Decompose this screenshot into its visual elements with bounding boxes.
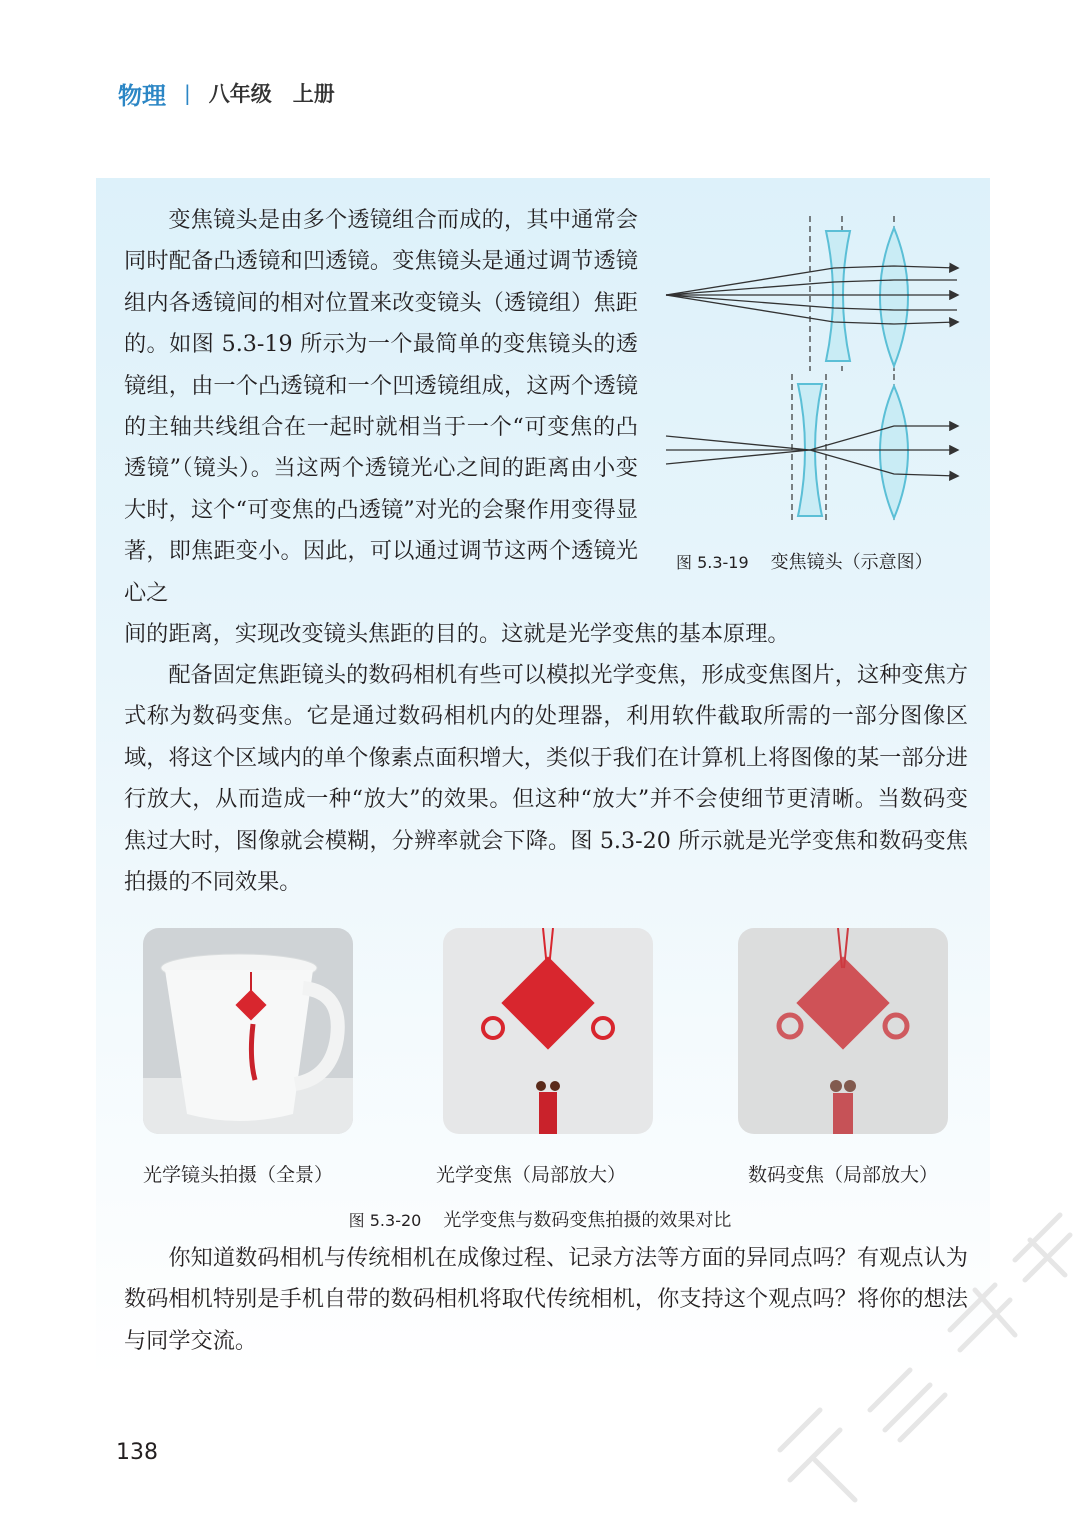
photo-label-optical-zoom: 光学变焦（局部放大） (436, 1164, 627, 1186)
concave-lens-upper (826, 231, 850, 361)
figure-number: 图 5.3-19 (676, 553, 749, 572)
figure-5-3-19-caption (676, 548, 933, 574)
figure-title: 变焦镜头（示意图） (770, 552, 933, 573)
upper-lens-group (666, 216, 957, 371)
paragraph-digital-zoom: 配备固定焦距镜头的数码相机有些可以模拟光学变焦，形成变焦图片，这种变焦方式称为数码变焦。它是通过数码相机内的处理器，利用软件截取所需的一部分图像区域，将这个区域内的单个像素点面积增大，类似于我们在计算机上将图像的某一部分进行放大，从而造成一种“放大”的效果。但这种“放大”并不会使细节更清晰。当数码变焦过大时，图像就会模糊，分辨率就会下降。图 5.3-20 所示就是光学变焦和数码变焦拍摄的不同效果。 (124, 662, 968, 896)
page-number: 138 (116, 1440, 158, 1465)
photo-digital-zoom (738, 928, 948, 1134)
figure-number: 图 5.3-20 (348, 1211, 422, 1230)
photo-full-view (143, 928, 353, 1134)
photo-label-full-view: 光学镜头拍摄（全景） (143, 1164, 334, 1186)
zoom-lens-diagram (662, 196, 962, 526)
convex-lens-lower (880, 386, 908, 518)
convex-lens-upper (880, 228, 908, 366)
publisher-watermark (760, 1180, 1080, 1520)
photo-label-digital-zoom: 数码变焦（局部放大） (748, 1164, 939, 1186)
paragraph-zoom-lens-end: 间的距离，实现改变镜头焦距的目的。这就是光学变焦的基本原理。 (124, 621, 790, 647)
lower-lens-group (666, 374, 957, 521)
grade-label: 八年级 上册 (208, 82, 335, 106)
figure-title: 光学变焦与数码变焦拍摄的效果对比 (443, 1210, 732, 1231)
page-header (118, 76, 335, 110)
subject-title: 物理 (118, 81, 166, 110)
header-separator: | (184, 81, 191, 105)
photo-optical-zoom (443, 928, 653, 1134)
paragraph-discussion: 你知道数码相机与传统相机在成像过程、记录方法等方面的异同点吗？有观点认为数码相机特别是手机自带的数码相机将取代传统相机，你支持这个观点吗？将你的想法与同学交流。 (124, 1245, 968, 1354)
paragraph-zoom-lens: 变焦镜头是由多个透镜组合而成的，其中通常会同时配备凸透镜和凹透镜。变焦镜头是通过调节透镜组内各透镜间的相对位置来改变镜头（透镜组）焦距的。如图 5.3-19 所示为一个最简单的变焦镜头的透镜组，由一个凸透镜和一个凹透镜组成，这两个透镜的主轴共线组合在一起时就相当于一个“可变焦的凸透镜”（镜头）。当这两个透镜光心之间的距离由小变大时，这个“可变焦的凸透镜”对光的会聚作用变得显著，即焦距变小。因此，可以通过调节这两个透镜光心之 (124, 207, 638, 606)
